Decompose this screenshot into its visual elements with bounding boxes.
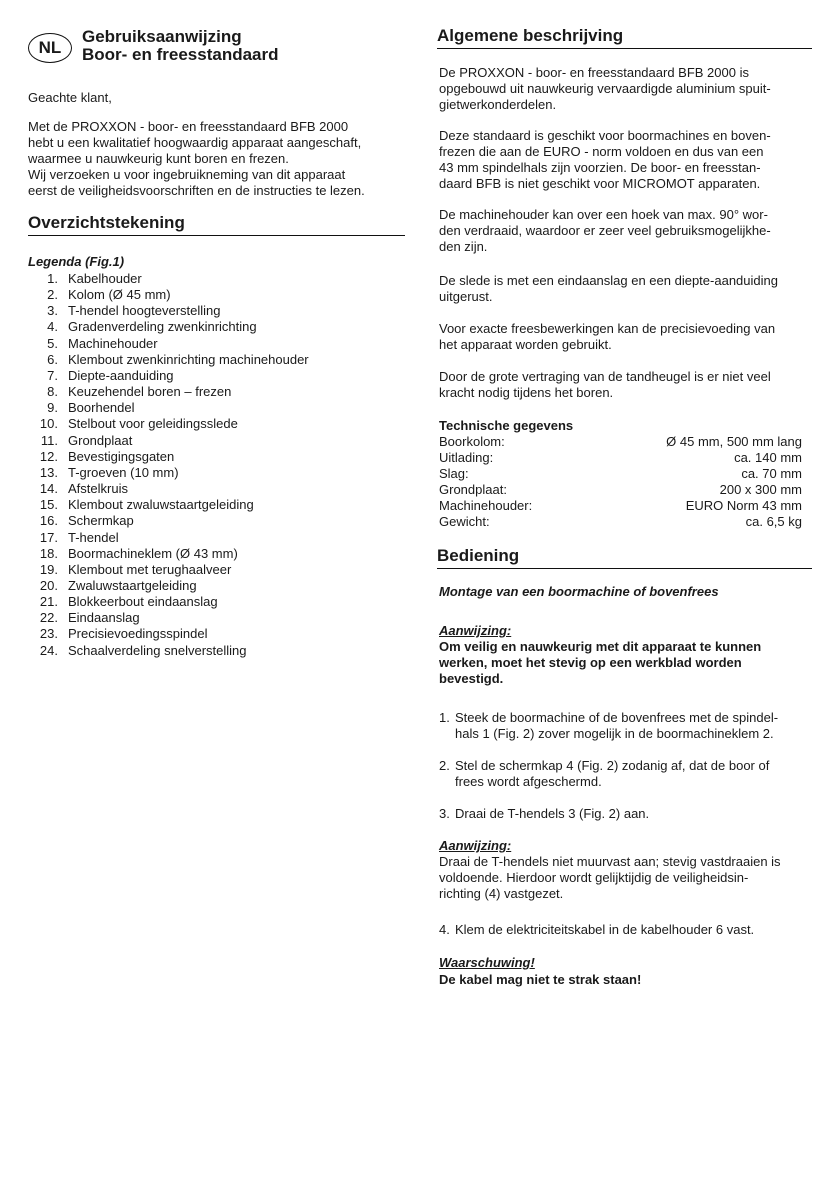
legend-label: T-hendel hoogteverstelling	[68, 303, 221, 319]
legend-label: Kabelhouder	[68, 271, 142, 286]
tech-value: ca. 70 mm	[741, 466, 802, 481]
intro-paragraph: Met de PROXXON - boor- en freesstandaard BFB 2000 hebt u een kwalitatief hoogwaardig apparaat aangeschaft, waarmee u nauwkeurig kunt boren en frezen. Wij verzoeken u voor ingebruikneming van dit apparaat eerst de veiligheidsvoorschriften en de instructies te lezen.	[28, 119, 365, 198]
legend-number: 24.	[39, 642, 58, 658]
legend-label: Machinehouder	[68, 335, 158, 351]
legend-number: 13.	[39, 464, 58, 480]
legend-item	[28, 416, 398, 432]
legend-label: T-groeven (10 mm)	[68, 464, 179, 480]
title-line-1: Gebruiksaanwijzing	[82, 27, 242, 46]
legend-number: 23.	[39, 626, 58, 642]
legend-item	[28, 643, 398, 659]
note-text: Om veilig en nauwkeurig met dit apparaat te kunnen werken, moet het stevig op een werkblad worden bevestigd.	[439, 639, 762, 686]
tech-key: Slag:	[439, 466, 469, 481]
note-label: Aanwijzing:	[439, 838, 512, 853]
paragraph: Door de grote vertraging van de tandheugel is er niet veel kracht nodig tijdens het boren.	[439, 369, 771, 400]
tech-key: Gewicht:	[439, 514, 490, 529]
tech-key: Machinehouder:	[439, 498, 533, 513]
legend-label: Boorhendel	[68, 400, 135, 416]
paragraph: De machinehouder kan over een hoek van max. 90° wor- den verdraaid, waardoor er zeer veel gebruiksmogelijkhe- den zijn.	[439, 207, 771, 254]
legend-item	[28, 319, 398, 335]
legend-item	[28, 384, 398, 400]
legend-number: 10.	[39, 416, 58, 432]
legend-item	[28, 303, 398, 319]
legend-item	[28, 368, 398, 384]
legend-item	[28, 481, 398, 497]
legend-label: Kolom (Ø 45 mm)	[68, 287, 171, 303]
legend-item	[28, 626, 398, 642]
legend-item	[28, 497, 398, 513]
overview-heading: Overzichtstekening	[28, 213, 405, 236]
tech-value: ca. 140 mm	[734, 450, 802, 465]
legend-list	[28, 271, 398, 659]
legend-label: Keuzehendel boren – frezen	[68, 384, 232, 400]
legend-number: 20.	[39, 577, 58, 593]
tech-key: Boorkolom:	[439, 434, 505, 449]
step-3: 3. Draai de T-hendels 3 (Fig. 2) aan.	[439, 806, 650, 821]
tech-key: Uitlading:	[439, 450, 494, 465]
mounting-title: Montage van een boormachine of bovenfrees	[439, 584, 719, 599]
legend-item	[28, 336, 398, 352]
legend-item	[28, 610, 398, 626]
legend-label: T-hendel	[68, 529, 119, 545]
legend-number: 15.	[39, 497, 58, 513]
legend-title: Legenda (Fig.1)	[28, 254, 125, 269]
tech-row	[439, 498, 802, 514]
technical-data	[439, 418, 802, 530]
legend-number: 21.	[39, 594, 58, 610]
legend-item	[28, 287, 398, 303]
warning-text: De kabel mag niet te strak staan!	[439, 972, 642, 987]
legend-item	[28, 449, 398, 465]
tech-key: Grondplaat:	[439, 482, 507, 497]
legend-item	[28, 530, 398, 546]
paragraph: Voor exacte freesbewerkingen kan de precisievoeding van het apparaat worden gebruikt.	[439, 321, 776, 352]
legend-number: 19.	[39, 561, 58, 577]
legend-label: Gradenverdeling zwenkinrichting	[68, 319, 257, 335]
tech-value: 200 x 300 mm	[719, 482, 802, 497]
language-badge: NL	[28, 33, 72, 63]
legend-number: 2.	[47, 287, 58, 303]
legend-item	[28, 271, 398, 287]
tech-row	[439, 514, 802, 530]
legend-number: 5.	[47, 335, 58, 351]
tech-row	[439, 450, 802, 466]
tech-row	[439, 434, 802, 450]
legend-item	[28, 465, 398, 481]
legend-label: Eindaanslag	[68, 610, 140, 626]
legend-label: Boormachineklem (Ø 43 mm)	[68, 545, 238, 561]
legend-number: 17.	[39, 529, 58, 545]
legend-number: 12.	[39, 448, 58, 464]
legend-label: Klembout zwaluwstaartgeleiding	[68, 497, 254, 513]
legend-item	[28, 400, 398, 416]
tech-title: Technische gegevens	[439, 418, 574, 433]
legend-number: 18.	[39, 545, 58, 561]
step-4: 4. Klem de elektriciteitskabel in de kabelhouder 6 vast.	[439, 922, 755, 937]
legend-label: Zwaluwstaartgeleiding	[68, 577, 197, 593]
document-title	[82, 28, 279, 64]
warning-label: Waarschuwing!	[439, 955, 535, 970]
operation-heading: Bediening	[437, 546, 812, 569]
paragraph: De PROXXON - boor- en freesstandaard BFB 2000 is opgebouwd uit nauwkeurig vervaardigde aluminium spuit- gietwerkonderdelen.	[439, 65, 771, 112]
legend-label: Blokkeerbout eindaanslag	[68, 594, 218, 610]
legend-number: 9.	[47, 400, 58, 416]
tech-row	[439, 466, 802, 482]
legend-number: 22.	[39, 610, 58, 626]
tech-value: ca. 6,5 kg	[745, 514, 802, 529]
legend-label: Klembout zwenkinrichting machinehouder	[68, 351, 309, 367]
legend-item	[28, 546, 398, 562]
legend-number: 14.	[39, 481, 58, 497]
legend-item	[28, 433, 398, 449]
note-label: Aanwijzing:	[439, 623, 512, 638]
greeting: Geachte klant,	[28, 90, 112, 105]
tech-row	[439, 482, 802, 498]
legend-label: Grondplaat	[68, 432, 133, 448]
legend-item	[28, 594, 398, 610]
legend-label: Klembout met terughaalveer	[68, 561, 232, 577]
general-description-heading: Algemene beschrijving	[437, 26, 812, 49]
step-1: 1. Steek de boormachine of de bovenfrees met de spindel- hals 1 (Fig. 2) zover mogelijk in de boormachineklem 2.	[439, 710, 779, 741]
legend-label: Bevestigingsgaten	[68, 448, 175, 464]
legend-number: 6.	[47, 351, 58, 367]
legend-item	[28, 562, 398, 578]
note-text: Draai de T-hendels niet muurvast aan; stevig vastdraaien is voldoende. Hierdoor wordt gelijktijdig de veiligheidsin- richting (4) vastgezet.	[439, 854, 781, 901]
legend-item	[28, 513, 398, 529]
legend-number: 7.	[47, 367, 58, 383]
legend-label: Schermkap	[68, 513, 134, 529]
paragraph: Deze standaard is geschikt voor boormachines en boven- frezen die aan de EURO - norm voldoen en dus van een 43 mm spindelhals zijn voorzien. De boor- en freesstan- daard BFB is niet geschikt voor MICROMOT apparaten.	[439, 128, 771, 191]
legend-number: 11.	[40, 432, 58, 448]
legend-label: Stelbout voor geleidingsslede	[68, 416, 238, 432]
legend-item	[28, 578, 398, 594]
legend-label: Precisievoedingsspindel	[68, 626, 208, 642]
tech-value: Ø 45 mm, 500 mm lang	[666, 434, 802, 449]
paragraph: De slede is met een eindaanslag en een diepte-aanduiding uitgerust.	[439, 273, 778, 304]
legend-label: Diepte-aanduiding	[68, 367, 174, 383]
legend-number: 1.	[47, 271, 58, 286]
title-line-2: Boor- en freesstandaard	[82, 45, 279, 64]
legend-number: 8.	[47, 384, 58, 400]
tech-value: EURO Norm 43 mm	[685, 498, 802, 513]
legend-label: Afstelkruis	[68, 481, 128, 497]
legend-number: 4.	[47, 319, 58, 335]
legend-number: 16.	[39, 513, 58, 529]
step-2: 2. Stel de schermkap 4 (Fig. 2) zodanig af, dat de boor of frees wordt afgeschermd.	[439, 758, 770, 789]
legend-number: 3.	[47, 303, 58, 319]
legend-item	[28, 352, 398, 368]
legend-label: Schaalverdeling snelverstelling	[68, 642, 247, 658]
